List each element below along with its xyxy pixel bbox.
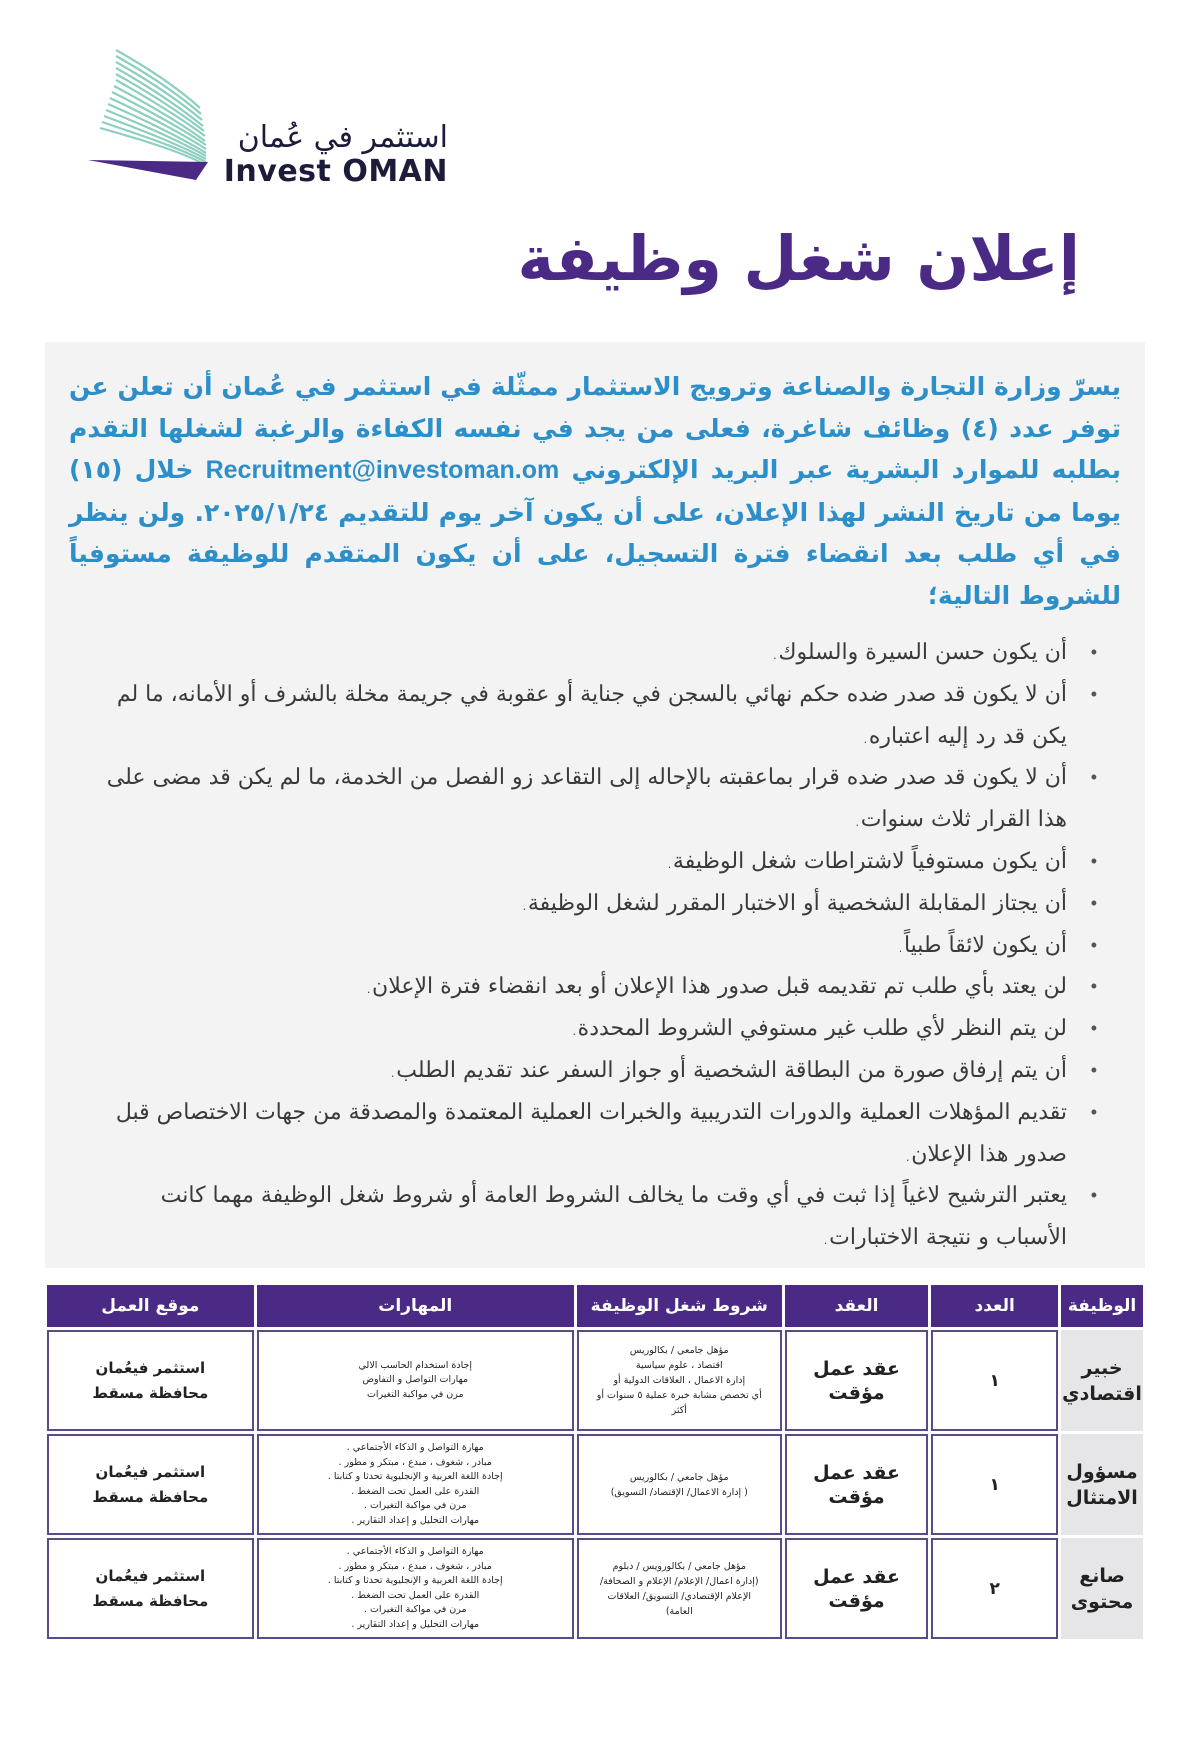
bullet-icon: • <box>1090 850 1097 872</box>
bullet-icon: • <box>1090 683 1097 705</box>
table-row <box>47 1434 1143 1535</box>
header-count: العدد <box>931 1285 1058 1327</box>
contract-cell: عقد عمل مؤقت <box>785 1538 929 1639</box>
skills-cell: مهارة التواصل و الذكاء الأجتماعي . مبادر ، شغوف ، مبدع ، مبتكر و مطور . إجادة اللغة العربية و الإنجليوية تحدثا و كتابتا . القدرة على العمل تحت الضغط . مرن في مواكبة التغيرات . مهارات التحليل و إعداد التقارير . <box>257 1538 574 1639</box>
condition-item: • أن لا يكون قد صدر ضده حكم نهائي بالسجن في جناية أو عقوبة في جريمة مخلة بالشرف أو الأمانه، ما لم يكن قد رد إليه اعتباره. <box>85 674 1097 758</box>
condition-item: • يعتبر الترشيح لاغياً إذا ثبت في أي وقت ما يخالف الشروط العامة أو شروط شغل الوظيفة مهما كانت الأسباب و نتيجة الاختبارات. <box>85 1175 1097 1259</box>
recruitment-email-link[interactable]: Recruitment@investoman.om <box>205 456 560 484</box>
conditions-list <box>85 632 1097 1259</box>
header-job-title: الوظيفة <box>1061 1285 1143 1327</box>
intro-text-end: خلال (١٥) يوما من تاريخ النشر لهذا الإعلان، على أن يكون آخر يوم للتقديم ٢٠٢٥/١/٢٤. ولن ينظر في أي طلب بعد انقضاء فترة التسجيل، على أن يكون المتقدم للوظيفة مستوفياً للشروط التالية؛ <box>69 455 1121 610</box>
logo-sail-icon <box>88 48 218 188</box>
condition-item: • تقديم المؤهلات العملية والدورات التدريبية والخبرات العملية المعتمدة والمصدقة من جهات الاختصاص قبل صدور هذا الإعلان. <box>85 1092 1097 1176</box>
requirements-cell: مؤهل جامعي / بكالوريس ( إدارة الاعمال/ الإقتصاد/ التسويق) <box>577 1434 782 1535</box>
header-contract: العقد <box>785 1285 929 1327</box>
condition-item: • أن يجتاز المقابلة الشخصية أو الاختبار المقرر لشغل الوظيفة. <box>85 883 1097 925</box>
contract-cell: عقد عمل مؤقت <box>785 1330 929 1431</box>
condition-item: • أن يتم إرفاق صورة من البطاقة الشخصية أو جواز السفر عند تقديم الطلب. <box>85 1050 1097 1092</box>
bullet-icon: • <box>1090 934 1097 956</box>
skills-cell: مهارة التواصل و الذكاء الأجتماعي . مبادر ، شغوف ، مبدع ، مبتكر و مطور . إجادة اللغة العربية و الإنجليوية تحدثا و كتابتا . القدرة على العمل تحت الضغط . مرن في مواكبة التغيرات . مهارات التحليل و إعداد التقارير . <box>257 1434 574 1535</box>
logo-arabic-name: استثمر في عُمان <box>237 120 448 155</box>
header-requirements: شروط شغل الوظيفة <box>577 1285 782 1327</box>
job-title-cell: مسؤول الامتثال <box>1061 1434 1143 1535</box>
location-cell: استثمر فيعُمان محافظة مسقط <box>47 1434 254 1535</box>
condition-item: • لن يتم النظر لأي طلب غير مستوفي الشروط المحددة. <box>85 1008 1097 1050</box>
job-title-cell: خبير اقتصادي <box>1061 1330 1143 1431</box>
table-header-row <box>47 1285 1143 1327</box>
bullet-icon: • <box>1090 892 1097 914</box>
job-title-cell: صانع محتوى <box>1061 1538 1143 1639</box>
skills-cell: إجادة استخدام الحاسب الالي مهارات التواصل و التفاوض مرن في مواكبة التغيرات <box>257 1330 574 1431</box>
bullet-icon: • <box>1090 1018 1097 1040</box>
header-location: موقع العمل <box>47 1285 254 1327</box>
table-row <box>47 1330 1143 1431</box>
requirements-cell: مؤهل جامعي / بكالوريس اقتصاد ، علوم سياسية إدارة الاعمال ، العلاقات الدولية أو أي تخصص مشابة خبرة عملية ٥ سنوات أو أكثر <box>577 1330 782 1431</box>
bullet-icon: • <box>1090 1059 1097 1081</box>
condition-item: • لن يعتد بأي طلب تم تقديمه قبل صدور هذا الإعلان أو بعد انقضاء فترة الإعلان. <box>85 966 1097 1008</box>
condition-item: • أن لا يكون قد صدر ضده قرار بماعقبته بالإحاله إلى التقاعد زو الفصل من الخدمة، ما لم يكن قد مضى على هذا القرار ثلاث سنوات. <box>85 757 1097 841</box>
condition-item: • أن يكون حسن السيرة والسلوك. <box>85 632 1097 674</box>
bullet-icon: • <box>1090 976 1097 998</box>
requirements-cell: مؤهل جامعي / بكالورويس / دبلوم (إدارة اعمال/ الإعلام/ الإعلام و الصحافة/ الإعلام الإقتصادي/ التسويق/ العلاقات العامة) <box>577 1538 782 1639</box>
location-cell: استثمر فيعُمان محافظة مسقط <box>47 1330 254 1431</box>
logo-english-name: Invest OMAN <box>223 154 448 189</box>
intro-paragraph <box>69 366 1121 616</box>
jobs-table <box>44 1282 1146 1642</box>
condition-item: • أن يكون مستوفياً لاشتراطات شغل الوظيفة. <box>85 841 1097 883</box>
table-row <box>47 1538 1143 1639</box>
count-cell: ٢ <box>931 1538 1058 1639</box>
bullet-icon: • <box>1090 767 1097 789</box>
bullet-icon: • <box>1090 642 1097 663</box>
contract-cell: عقد عمل مؤقت <box>785 1434 929 1535</box>
page-title: إعلان شغل وظيفة <box>517 222 1080 295</box>
bullet-icon: • <box>1090 1101 1097 1123</box>
bullet-icon: • <box>1090 1185 1097 1207</box>
count-cell: ١ <box>931 1330 1058 1431</box>
header-skills: المهارات <box>257 1285 574 1327</box>
location-cell: استثمر فيعُمان محافظة مسقط <box>47 1538 254 1639</box>
condition-item: • أن يكون لائقاً طبياً. <box>85 925 1097 967</box>
invest-oman-logo <box>88 48 448 188</box>
announcement-panel <box>45 342 1145 1268</box>
intro-text-start: يسرّ وزارة التجارة والصناعة وترويج الاستثمار ممثّلة في استثمر في عُمان أن تعلن عن توفر عدد (٤) وظائف شاغرة، فعلى من يجد في نفسه الكفاءة والرغبة لشغلها التقدم بطلبه للموارد البشرية عبر البريد الإلكتروني <box>69 372 1121 484</box>
count-cell: ١ <box>931 1434 1058 1535</box>
